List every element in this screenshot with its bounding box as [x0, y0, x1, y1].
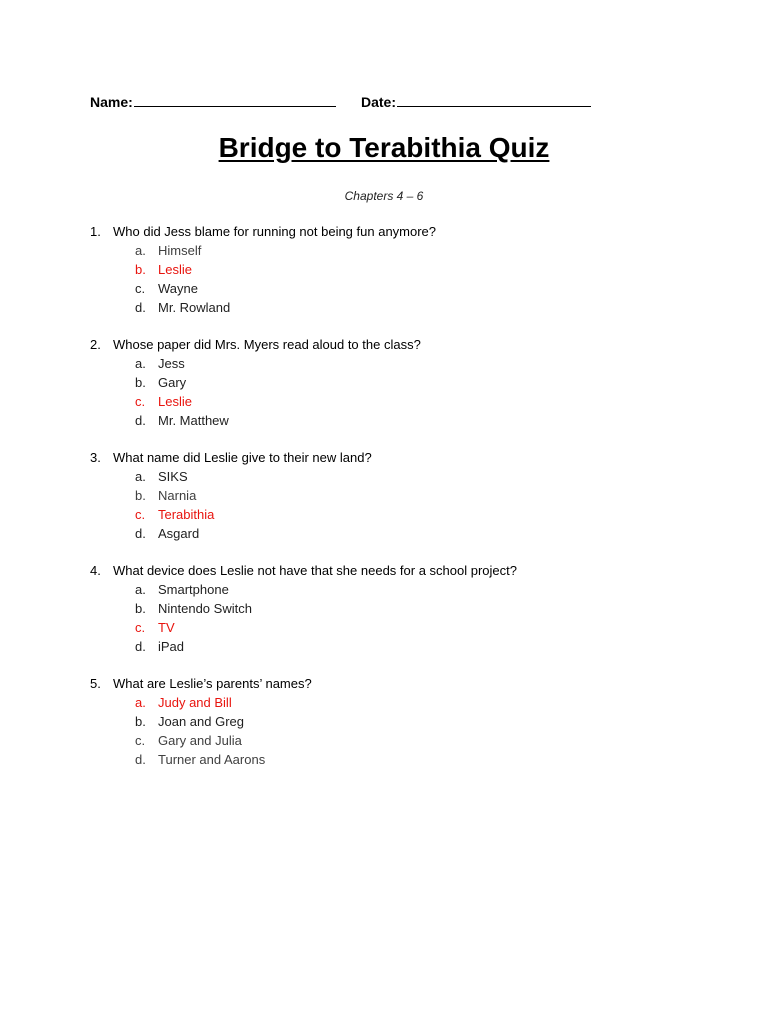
option-letter: b.	[135, 714, 146, 729]
question-number: 5.	[90, 676, 101, 691]
date-label: Date:	[361, 94, 397, 110]
option-a	[90, 580, 710, 599]
option-a-correct	[90, 693, 710, 712]
option-d	[90, 524, 710, 543]
option-letter: c.	[135, 733, 146, 748]
option-a	[90, 467, 710, 486]
option-c	[90, 731, 710, 750]
question-text: What are Leslie’s parents’ names?	[113, 676, 312, 691]
option-letter: b.	[135, 262, 146, 277]
question-3	[90, 448, 710, 543]
option-c-correct	[90, 392, 710, 411]
option-text: Himself	[158, 243, 202, 258]
answer-options	[90, 241, 710, 317]
chapters-subtitle: Chapters 4 – 6	[344, 189, 424, 203]
question-number: 3.	[90, 450, 101, 465]
option-text: Leslie	[158, 394, 192, 409]
option-letter: d.	[135, 413, 146, 428]
answer-options	[90, 467, 710, 543]
answer-options	[90, 354, 710, 430]
question-4	[90, 561, 710, 656]
option-d	[90, 637, 710, 656]
option-letter: d.	[135, 526, 146, 541]
option-letter: d.	[135, 752, 146, 767]
option-text: Leslie	[158, 262, 192, 277]
option-letter: a.	[135, 469, 146, 484]
option-c-correct	[90, 505, 710, 524]
question-line	[90, 335, 710, 354]
date-blank-line[interactable]	[397, 92, 591, 107]
question-1	[90, 222, 710, 317]
option-letter: c.	[135, 620, 146, 635]
answer-options	[90, 580, 710, 656]
option-a	[90, 241, 710, 260]
option-b	[90, 599, 710, 618]
question-text: What device does Leslie not have that she needs for a school project?	[113, 563, 517, 578]
question-number: 2.	[90, 337, 101, 352]
name-field[interactable]	[90, 92, 336, 110]
option-c	[90, 279, 710, 298]
option-letter: a.	[135, 243, 146, 258]
option-text: Joan and Greg	[158, 714, 245, 729]
option-c-correct	[90, 618, 710, 637]
name-label: Name:	[90, 94, 133, 110]
option-letter: b.	[135, 488, 146, 503]
question-number: 4.	[90, 563, 101, 578]
option-letter: a.	[135, 695, 146, 710]
option-text: Judy and Bill	[158, 695, 232, 710]
option-letter: b.	[135, 375, 146, 390]
option-b	[90, 712, 710, 731]
question-line	[90, 674, 710, 693]
option-d	[90, 750, 710, 769]
option-text: Narnia	[158, 488, 197, 503]
option-text: Nintendo Switch	[158, 601, 252, 616]
answer-options	[90, 693, 710, 769]
question-text: What name did Leslie give to their new land?	[113, 450, 372, 465]
option-letter: d.	[135, 300, 146, 315]
option-text: Mr. Matthew	[158, 413, 229, 428]
option-b	[90, 373, 710, 392]
option-text: TV	[158, 620, 175, 635]
question-text: Who did Jess blame for running not being fun anymore?	[113, 224, 437, 239]
header-fields	[90, 92, 690, 114]
name-blank-line[interactable]	[134, 92, 336, 107]
question-line	[90, 222, 710, 241]
option-text: Mr. Rowland	[158, 300, 231, 315]
question-2	[90, 335, 710, 430]
question-number: 1.	[90, 224, 101, 239]
option-text: Gary	[158, 375, 187, 390]
option-text: Terabithia	[158, 507, 215, 522]
option-text: iPad	[158, 639, 185, 654]
option-letter: a.	[135, 582, 146, 597]
question-line	[90, 448, 710, 467]
date-field[interactable]	[361, 92, 591, 110]
option-text: Asgard	[158, 526, 200, 541]
option-text: Jess	[158, 356, 185, 371]
question-list	[90, 222, 710, 787]
option-d	[90, 298, 710, 317]
option-text: Gary and Julia	[158, 733, 242, 748]
option-text: Turner and Aarons	[158, 752, 266, 767]
question-5	[90, 674, 710, 769]
page-title: Bridge to Terabithia Quiz	[218, 132, 550, 163]
option-letter: c.	[135, 394, 146, 409]
option-letter: d.	[135, 639, 146, 654]
option-text: Smartphone	[158, 582, 229, 597]
option-letter: c.	[135, 507, 146, 522]
option-b-correct	[90, 260, 710, 279]
question-text: Whose paper did Mrs. Myers read aloud to the class?	[113, 337, 421, 352]
option-text: SIKS	[158, 469, 188, 484]
option-b	[90, 486, 710, 505]
option-a	[90, 354, 710, 373]
question-line	[90, 561, 710, 580]
option-letter: c.	[135, 281, 146, 296]
option-d	[90, 411, 710, 430]
option-letter: b.	[135, 601, 146, 616]
option-letter: a.	[135, 356, 146, 371]
option-text: Wayne	[158, 281, 198, 296]
